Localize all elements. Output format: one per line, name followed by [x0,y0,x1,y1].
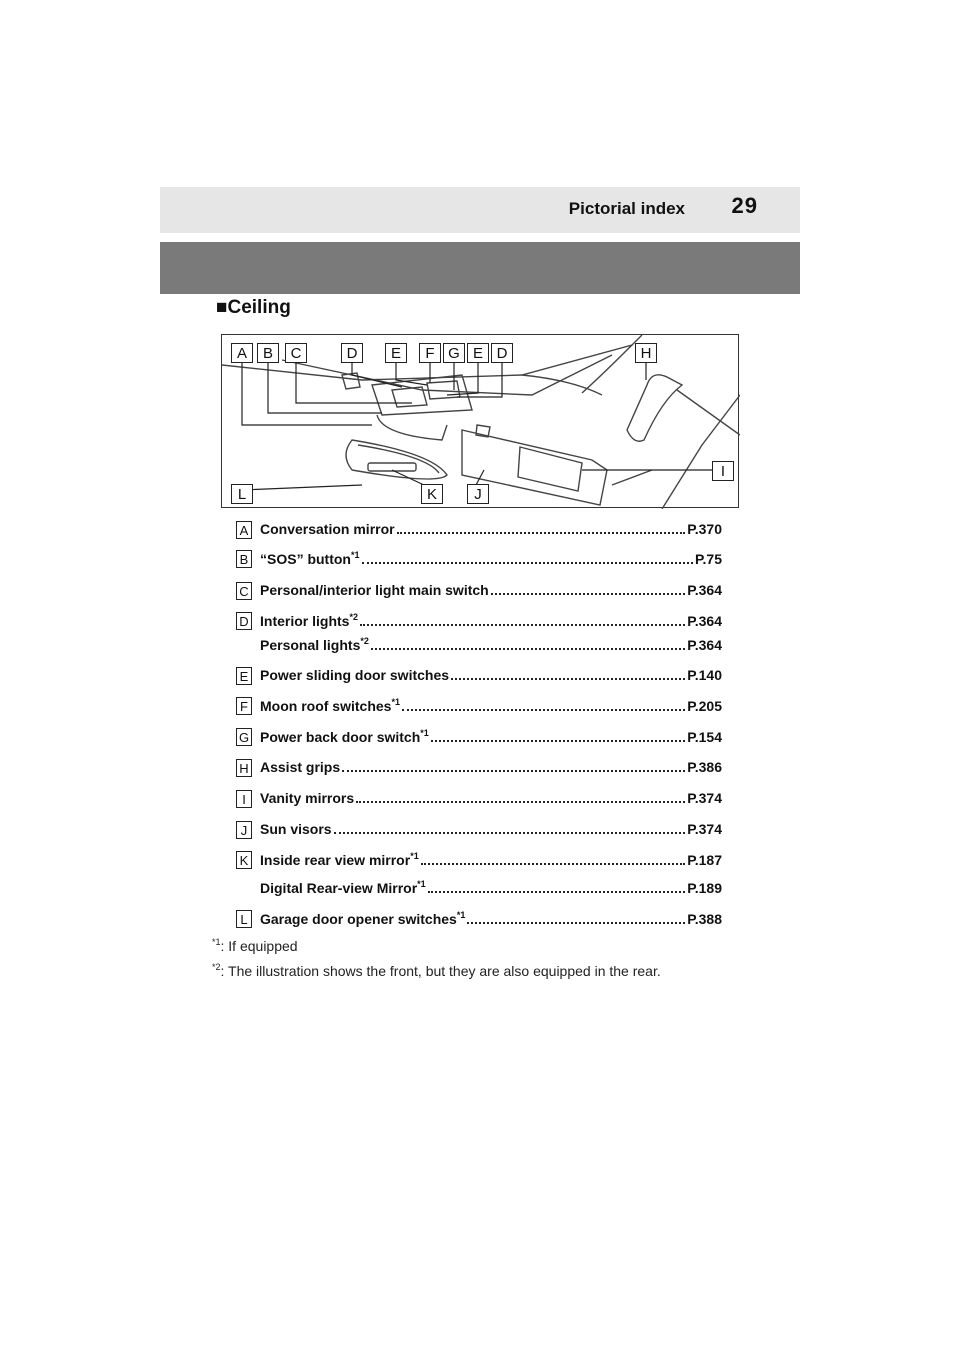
page-number: 29 [731,193,758,218]
item-label: Garage door opener switches [260,911,457,927]
callout-g: G [443,343,465,363]
item-page-link[interactable]: P.374 [687,821,722,837]
callout-j: J [467,484,489,504]
footnote-2 [212,962,661,979]
item-letter: A [236,521,252,539]
footnote-mark: *2 [212,962,221,972]
item-letter: I [236,790,252,808]
item-page-link[interactable]: P.388 [687,911,722,927]
item-letter: C [236,582,252,600]
item-page-link[interactable]: P.140 [687,667,722,683]
item-label: Inside rear view mirror [260,852,411,868]
item-letter: G [236,728,252,746]
item-letter: L [236,910,252,928]
item-letter: E [236,667,252,685]
item-letter: B [236,550,252,568]
header-dark-band [160,242,800,294]
list-item [236,667,722,691]
item-label: Sun visors [260,821,332,837]
item-footnote-mark: *1 [351,550,360,560]
item-page-link[interactable]: P.205 [687,698,722,714]
item-label: Moon roof switches [260,698,392,714]
footnote-1 [212,937,298,954]
list-item [236,851,722,875]
footnote-mark: *1 [212,937,221,947]
list-item [236,521,722,545]
list-item [236,910,722,934]
list-item [236,582,722,606]
footnote-text: : If equipped [220,938,298,954]
item-label: Digital Rear-view Mirror [260,880,418,896]
item-page-link[interactable]: P.374 [687,790,722,806]
list-item [236,728,722,752]
callout-c: C [285,343,307,363]
callout-d: D [341,343,363,363]
callout-l: L [231,484,253,504]
callout-e: E [385,343,407,363]
item-label: Conversation mirror [260,521,395,537]
callout-k: K [421,484,443,504]
item-label: Personal lights [260,637,361,653]
item-label: Personal/interior light main switch [260,582,489,598]
item-page-link[interactable]: P.370 [687,521,722,537]
item-label: Interior lights [260,613,350,629]
item-letter: D [236,612,252,630]
list-item [236,697,722,721]
callout-f: F [419,343,441,363]
item-footnote-mark: *1 [391,697,400,707]
item-page-link[interactable]: P.364 [687,613,722,629]
item-page-link[interactable]: P.386 [687,759,722,775]
callout-b: B [257,343,279,363]
item-label: Power back door switch [260,729,421,745]
item-label: Power sliding door switches [260,667,450,683]
item-footnote-mark: *1 [456,910,466,920]
page-header [160,187,800,233]
list-item [236,636,722,660]
item-label: Vanity mirrors [260,790,355,806]
item-footnote-mark: *1 [417,879,426,889]
item-letter: F [236,697,252,715]
header-title: Pictorial index [568,199,685,218]
callout-d-2: D [491,343,513,363]
item-footnote-mark: *1 [410,851,419,861]
item-footnote-mark: *2 [349,612,358,622]
list-item [236,612,722,636]
footnote-text: : The illustration shows the front, but they are also equipped in the rear. [220,963,661,979]
list-item [236,879,722,903]
list-item [236,550,722,574]
item-letter: J [236,821,252,839]
callout-e-2: E [467,343,489,363]
section-title: ■Ceiling [216,297,291,318]
item-footnote-mark: *2 [360,636,369,646]
callout-a: A [231,343,253,363]
item-page-link[interactable]: P.154 [687,729,722,745]
callout-h: H [635,343,657,363]
item-page-link[interactable]: P.187 [687,852,722,868]
ceiling-illustration [221,334,739,508]
item-label: “SOS” button [260,551,351,567]
list-item [236,790,722,814]
item-footnote-mark: *1 [420,728,429,738]
item-label: Assist grips [260,759,341,775]
item-page-link[interactable]: P.364 [687,582,722,598]
item-page-link[interactable]: P.189 [687,880,722,896]
callout-i: I [712,461,734,481]
item-letter: K [236,851,252,869]
item-page-link[interactable]: P.75 [695,551,722,567]
list-item [236,759,722,783]
item-letter: H [236,759,252,777]
item-page-link[interactable]: P.364 [687,637,722,653]
list-item [236,821,722,845]
